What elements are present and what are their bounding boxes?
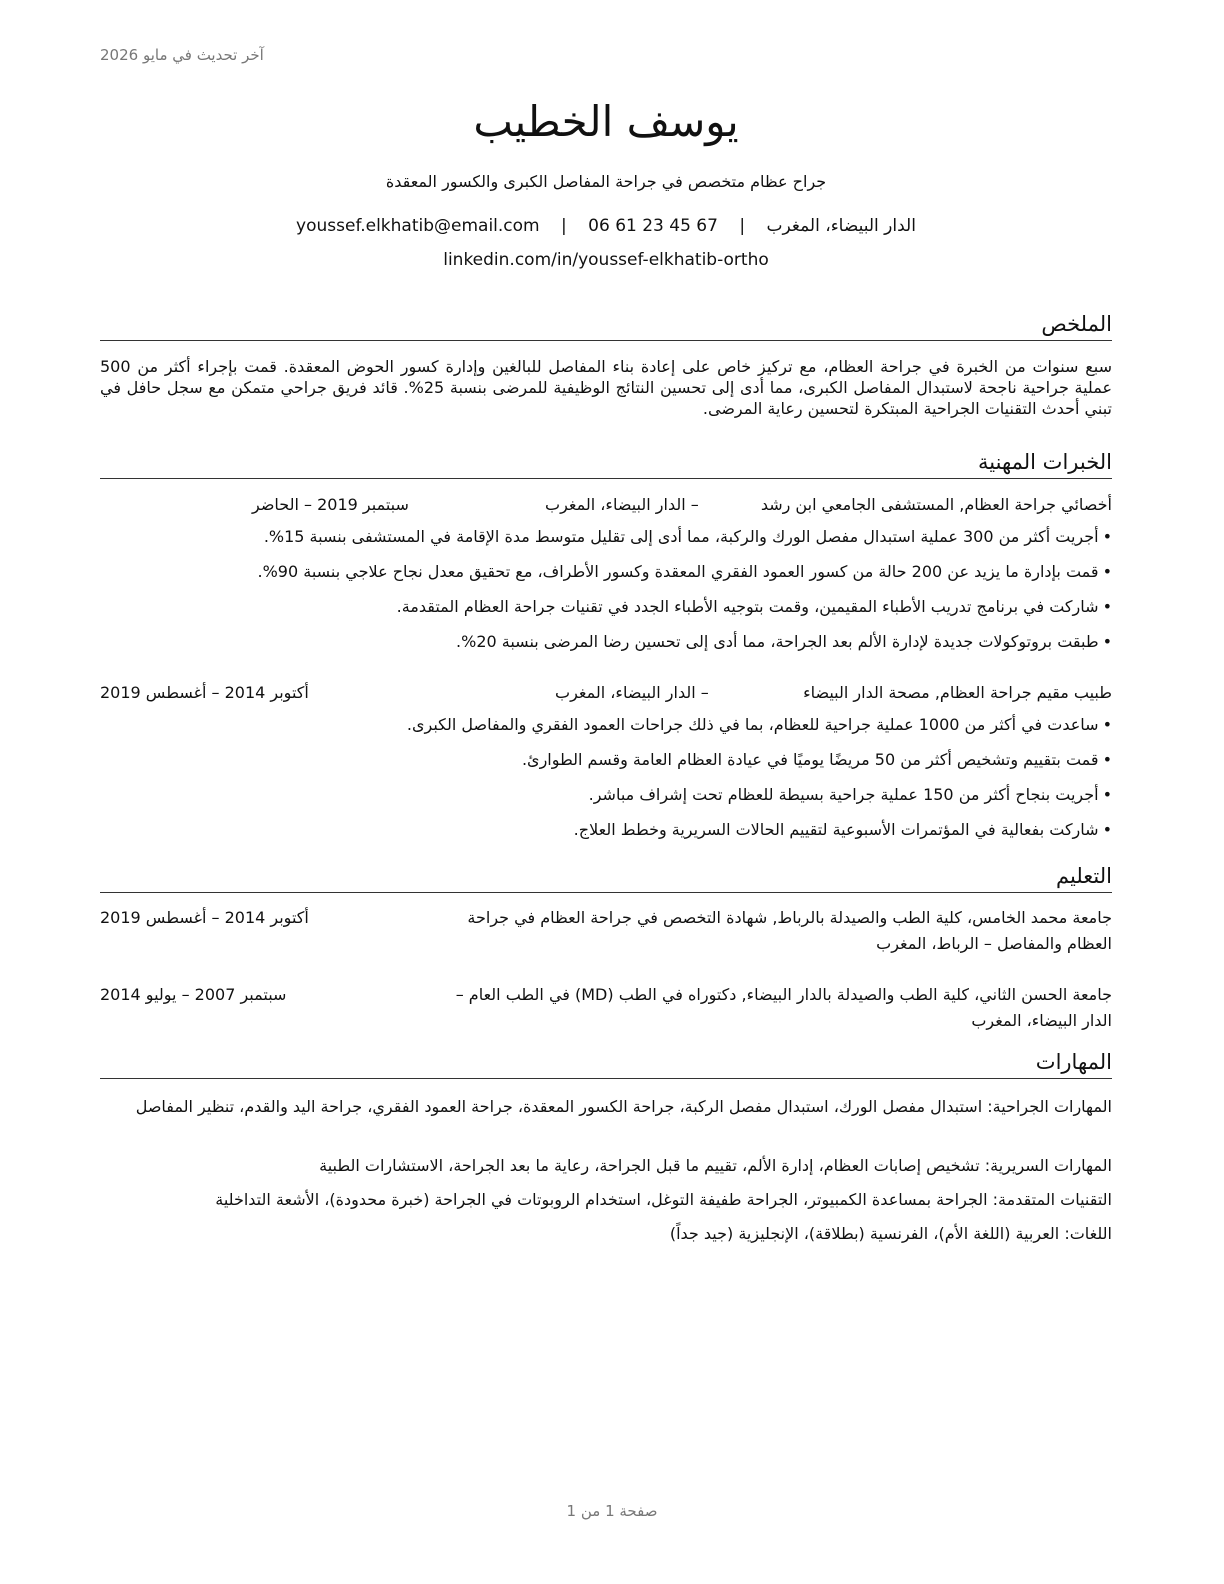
job-location: – الدار البيضاء، المغرب: [545, 495, 699, 514]
bullet-icon: •: [1102, 562, 1112, 581]
list-item: •شاركت في برنامج تدريب الأطباء المقيمين، وقمت بتوجيه الأطباء الجدد في تقنيات جراحة العظام المتقدمة.: [396, 597, 1112, 616]
list-item: •شاركت بفعالية في المؤتمرات الأسبوعية لتقييم الحالات السريرية وخطط العلاج.: [573, 820, 1112, 839]
skill-line: اللغات: العربية (اللغة الأم)، الفرنسية (بطلاقة)، الإنجليزية (جيد جداً): [669, 1224, 1112, 1243]
job-dates: سبتمبر 2019 – الحاضر: [252, 495, 409, 514]
job-header: [100, 681, 1112, 705]
list-item: •قمت بإدارة ما يزيد عن 200 حالة من كسور العمود الفقري المعقدة وكسور الأطراف، مع تحقيق معدل نجاح علاجي بنسبة 90%.: [257, 562, 1112, 581]
contact-phone: 06 61 23 45 67: [588, 216, 718, 236]
list-item: •طبقت بروتوكولات جديدة لإدارة الألم بعد الجراحة، مما أدى إلى تحسين رضا المرضى بنسبة 20%.: [456, 632, 1112, 651]
resume-header: [100, 92, 1112, 272]
education-degree: جامعة محمد الخامس، كلية الطب والصيدلة بالرباط, شهادة التخصص في جراحة العظام في جراحة: [467, 908, 1112, 927]
list-item: •قمت بتقييم وتشخيص أكثر من 50 مريضًا يوميًا في عيادة العظام العامة وقسم الطوارئ.: [521, 750, 1112, 769]
job-dates: أكتوبر 2014 – أغسطس 2019: [100, 683, 309, 702]
contact-separator: |: [739, 216, 746, 236]
bullet-icon: •: [1102, 750, 1112, 769]
contact-email[interactable]: youssef.elkhatib@email.com: [296, 216, 540, 236]
job-title: أخصائي جراحة العظام, المستشفى الجامعي ابن رشد: [760, 495, 1112, 514]
list-item: •ساعدت في أكثر من 1000 عملية جراحية للعظام، بما في ذلك جراحات العمود الفقري والمفاصل الكبرى.: [406, 715, 1112, 734]
section-title-skills: المهارات: [100, 1048, 1112, 1079]
skill-line: المهارات الجراحية: استبدال مفصل الورك، استبدال مفصل الركبة، جراحة الكسور المعقدة، جراحة العمود الفقري، جراحة اليد والقدم، تنظير المفاصل: [135, 1097, 1112, 1116]
education-location: العظام والمفاصل – الرباط، المغرب: [876, 934, 1112, 953]
section-title-experience: الخبرات المهنية: [100, 448, 1112, 479]
list-item: •أجريت بنجاح أكثر من 150 عملية جراحية بسيطة للعظام تحت إشراف مباشر.: [588, 785, 1112, 804]
job-bullets: [100, 707, 1112, 847]
education-item: [100, 982, 1112, 1034]
bullet-icon: •: [1102, 597, 1112, 616]
bullet-icon: •: [1102, 632, 1112, 651]
section-title-education: التعليم: [100, 862, 1112, 893]
contact-line: [100, 214, 1112, 238]
bullet-icon: •: [1102, 820, 1112, 839]
skill-line: المهارات السريرية: تشخيص إصابات العظام، إدارة الألم، تقييم ما قبل الجراحة، رعاية ما بعد الجراحة، الاستشارات الطبية: [319, 1156, 1112, 1175]
skill-line: التقنيات المتقدمة: الجراحة بمساعدة الكمبيوتر، الجراحة طفيفة التوغل، استخدام الروبوتات في الجراحة (خبرة محدودة)، الأشعة التداخلية: [215, 1190, 1112, 1209]
summary-text: سبع سنوات من الخبرة في جراحة العظام، مع تركيز خاص على إعادة بناء المفاصل للبالغين وإدارة كسور الحوض المعقدة. قمت بإجراء أكثر من 500 عملية جراحية ناجحة لاستبدال المفاصل الكبرى، مما أدى إلى تحسين النتائج الوظيفية للمرضى بنسبة 25%. قائد فريق جراحي متمكن مع سجل حافل في تبني أحدث التقنيات الجراحية المبتكرة لتحسين رعاية المرضى.: [100, 357, 1112, 418]
section-title-summary: الملخص: [100, 310, 1112, 341]
education-item: [100, 905, 1112, 957]
contact-separator: |: [561, 216, 567, 236]
education-dates: أكتوبر 2014 – أغسطس 2019: [100, 908, 309, 927]
education-location: الدار البيضاء، المغرب: [971, 1011, 1112, 1030]
job-bullets: [100, 519, 1112, 659]
education-degree: جامعة الحسن الثاني، كلية الطب والصيدلة بالدار البيضاء, دكتوراه في الطب (MD) في الطب العام –: [455, 985, 1112, 1004]
last-updated: آخر تحديث في مايو 2026: [100, 46, 264, 64]
bullet-icon: •: [1102, 527, 1112, 546]
candidate-subtitle: جراح عظام متخصص في جراحة المفاصل الكبرى والكسور المعقدة: [385, 172, 827, 191]
job-title: طبيب مقيم جراحة العظام, مصحة الدار البيضاء: [803, 683, 1112, 702]
bullet-icon: •: [1102, 785, 1112, 804]
contact-location: الدار البيضاء، المغرب: [766, 216, 916, 236]
education-dates: سبتمبر 2007 – يوليو 2014: [100, 985, 287, 1004]
list-item: •أجريت أكثر من 300 عملية استبدال مفصل الورك والركبة، مما أدى إلى تقليل متوسط مدة الإقامة في المستشفى بنسبة 15%.: [263, 527, 1112, 546]
page-footer: صفحة 1 من 1: [566, 1502, 658, 1520]
contact-linkedin[interactable]: linkedin.com/in/youssef-elkhatib-ortho: [443, 250, 769, 270]
job-header: [100, 493, 1112, 517]
bullet-icon: •: [1102, 715, 1112, 734]
candidate-name: يوسف الخطيب: [473, 97, 739, 146]
job-location: – الدار البيضاء، المغرب: [555, 683, 709, 702]
